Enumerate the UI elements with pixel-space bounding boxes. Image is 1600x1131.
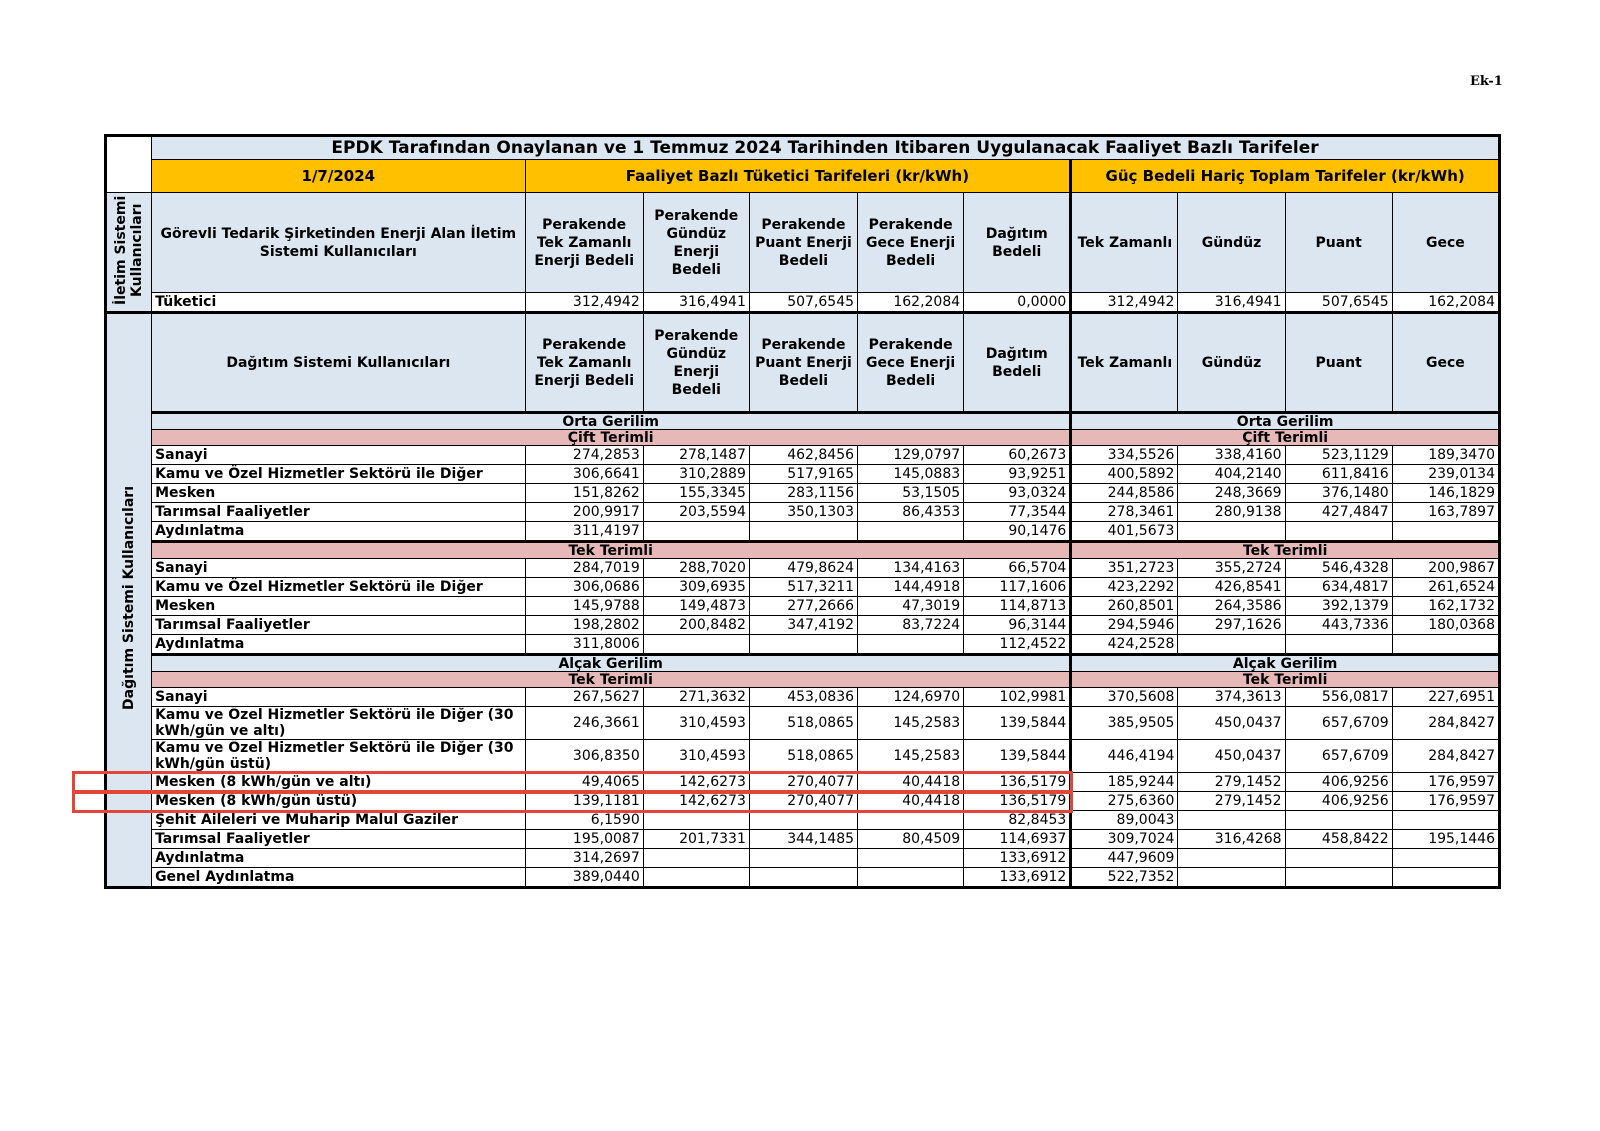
value-cell: 423,2292 (1071, 578, 1178, 597)
row-label: Tüketici (152, 293, 526, 313)
value-cell: 310,4593 (643, 740, 749, 773)
value-cell: 507,6545 (749, 293, 857, 313)
value-cell: 355,2724 (1178, 559, 1285, 578)
table-row (106, 868, 1500, 888)
col-header: Puant (1285, 313, 1392, 413)
col-header: Perakende Puant Enerji Bedeli (749, 193, 857, 293)
value-cell: 89,0043 (1071, 811, 1178, 830)
iletim-header-label: Görevli Tedarik Şirketinden Enerji Alan İletim Sistemi Kullanıcıları (152, 193, 526, 293)
value-cell: 145,9788 (525, 597, 643, 616)
value-cell: 86,4353 (858, 503, 964, 522)
row-label: Mesken (152, 484, 526, 503)
value-cell: 400,5892 (1071, 465, 1178, 484)
value-cell: 77,3544 (964, 503, 1071, 522)
table-row (106, 707, 1500, 740)
value-cell: 634,4817 (1285, 578, 1392, 597)
value-cell: 244,8586 (1071, 484, 1178, 503)
value-cell: 556,0817 (1285, 688, 1392, 707)
term-header-cift-right: Çift Terimli (1071, 430, 1500, 446)
col-header: Perakende Tek Zamanlı Enerji Bedeli (525, 313, 643, 413)
value-cell (1178, 811, 1285, 830)
term-header-ag-tek (106, 672, 1500, 688)
value-cell (643, 868, 749, 888)
voltage-header-ag-left: Alçak Gerilim (152, 655, 1071, 672)
value-cell: 297,1626 (1178, 616, 1285, 635)
value-cell: 151,8262 (525, 484, 643, 503)
voltage-header-og-right: Orta Gerilim (1071, 413, 1500, 430)
value-cell: 350,1303 (749, 503, 857, 522)
value-cell (749, 849, 857, 868)
value-cell: 145,2583 (858, 740, 964, 773)
col-header: Gündüz (1178, 193, 1285, 293)
value-cell: 248,3669 (1178, 484, 1285, 503)
table-row (106, 484, 1500, 503)
value-cell: 189,3470 (1392, 446, 1499, 465)
value-cell: 136,5179 (964, 773, 1071, 792)
value-cell: 406,9256 (1285, 773, 1392, 792)
dagitim-side-label-text: Dağıtım Sistemi Kullanıcıları (121, 486, 138, 710)
voltage-header-og-left: Orta Gerilim (152, 413, 1071, 430)
value-cell: 427,4847 (1285, 503, 1392, 522)
value-cell: 144,4918 (858, 578, 964, 597)
value-cell: 203,5594 (643, 503, 749, 522)
row-label: Sanayi (152, 688, 526, 707)
row-label: Mesken (8 kWh/gün ve altı) (152, 773, 526, 792)
value-cell: 392,1379 (1285, 597, 1392, 616)
row-label: Aydınlatma (152, 635, 526, 655)
value-cell: 453,0836 (749, 688, 857, 707)
col-header: Perakende Gece Enerji Bedeli (858, 313, 964, 413)
value-cell: 294,5946 (1071, 616, 1178, 635)
value-cell (1392, 811, 1499, 830)
value-cell: 314,2697 (525, 849, 643, 868)
value-cell: 426,8541 (1178, 578, 1285, 597)
col-header: Perakende Tek Zamanlı Enerji Bedeli (525, 193, 643, 293)
consumer-tariff-header: Faaliyet Bazlı Tüketici Tarifeleri (kr/kWh) (525, 160, 1071, 193)
value-cell: 306,0686 (525, 578, 643, 597)
value-cell: 6,1590 (525, 811, 643, 830)
value-cell (1285, 635, 1392, 655)
value-cell (1285, 868, 1392, 888)
col-header: Puant (1285, 193, 1392, 293)
term-header-ag-tek-right: Tek Terimli (1071, 672, 1500, 688)
value-cell: 49,4065 (525, 773, 643, 792)
value-cell: 334,5526 (1071, 446, 1178, 465)
value-cell: 376,1480 (1285, 484, 1392, 503)
term-header-og-tek (106, 542, 1500, 559)
value-cell (643, 635, 749, 655)
table-row (106, 522, 1500, 542)
value-cell: 450,0437 (1178, 740, 1285, 773)
value-cell: 310,2889 (643, 465, 749, 484)
row-label: Aydınlatma (152, 522, 526, 542)
value-cell: 279,1452 (1178, 792, 1285, 811)
highlight-box-mesken-ustu (72, 790, 1073, 813)
value-cell: 134,4163 (858, 559, 964, 578)
col-header: Tek Zamanlı (1071, 313, 1178, 413)
value-cell (749, 811, 857, 830)
table-row (106, 830, 1500, 849)
value-cell: 312,4942 (1071, 293, 1178, 313)
value-cell: 278,3461 (1071, 503, 1178, 522)
value-cell (643, 811, 749, 830)
value-cell (749, 635, 857, 655)
value-cell: 162,2084 (1392, 293, 1499, 313)
value-cell (1285, 849, 1392, 868)
value-cell (1392, 849, 1499, 868)
row-label: Tarımsal Faaliyetler (152, 616, 526, 635)
value-cell: 338,4160 (1178, 446, 1285, 465)
value-cell: 136,5179 (964, 792, 1071, 811)
value-cell: 507,6545 (1285, 293, 1392, 313)
value-cell: 146,1829 (1392, 484, 1499, 503)
term-header-og-tek-left: Tek Terimli (152, 542, 1071, 559)
iletim-side-label-text: İletim Sistemi Kullanıcıları (113, 195, 146, 305)
value-cell: 311,4197 (525, 522, 643, 542)
row-label: Mesken (8 kWh/gün üstü) (152, 792, 526, 811)
value-cell: 316,4941 (643, 293, 749, 313)
col-header: Tek Zamanlı (1071, 193, 1178, 293)
value-cell: 102,9981 (964, 688, 1071, 707)
term-header-cift (106, 430, 1500, 446)
value-cell: 309,6935 (643, 578, 749, 597)
value-cell: 112,4522 (964, 635, 1071, 655)
value-cell: 195,0087 (525, 830, 643, 849)
value-cell: 404,2140 (1178, 465, 1285, 484)
value-cell: 129,0797 (858, 446, 964, 465)
voltage-header-ag (106, 655, 1500, 672)
value-cell: 374,3613 (1178, 688, 1285, 707)
value-cell: 239,0134 (1392, 465, 1499, 484)
value-cell: 278,1487 (643, 446, 749, 465)
value-cell: 90,1476 (964, 522, 1071, 542)
value-cell: 155,3345 (643, 484, 749, 503)
corner-spacer (106, 160, 152, 193)
value-cell: 611,8416 (1285, 465, 1392, 484)
table-row (106, 446, 1500, 465)
value-cell (858, 811, 964, 830)
value-cell: 517,3211 (749, 578, 857, 597)
value-cell (858, 868, 964, 888)
value-cell: 114,8713 (964, 597, 1071, 616)
value-cell: 284,8427 (1392, 740, 1499, 773)
value-cell: 284,8427 (1392, 707, 1499, 740)
value-cell: 271,3632 (643, 688, 749, 707)
value-cell (858, 635, 964, 655)
value-cell: 185,9244 (1071, 773, 1178, 792)
value-cell: 447,9609 (1071, 849, 1178, 868)
corner-spacer (106, 136, 152, 160)
value-cell: 145,0883 (858, 465, 964, 484)
table-title: EPDK Tarafından Onaylanan ve 1 Temmuz 2024 Tarihinden Itibaren Uygulanacak Faaliyet Bazlı Tarifeler (152, 136, 1500, 160)
value-cell: 139,5844 (964, 707, 1071, 740)
value-cell: 82,8453 (964, 811, 1071, 830)
table-row (106, 578, 1500, 597)
row-label: Kamu ve Özel Hizmetler Sektörü ile Diğer (30 kWh/gün üstü) (152, 740, 526, 773)
row-label: Tarımsal Faaliyetler (152, 503, 526, 522)
col-header: Dağıtım Bedeli (964, 193, 1071, 293)
value-cell: 351,2723 (1071, 559, 1178, 578)
value-cell: 316,4268 (1178, 830, 1285, 849)
value-cell: 462,8456 (749, 446, 857, 465)
value-cell: 80,4509 (858, 830, 964, 849)
row-label: Sanayi (152, 559, 526, 578)
value-cell: 316,4941 (1178, 293, 1285, 313)
value-cell: 344,1485 (749, 830, 857, 849)
value-cell (749, 868, 857, 888)
value-cell (1285, 522, 1392, 542)
value-cell: 274,2853 (525, 446, 643, 465)
table-row (106, 293, 1500, 313)
value-cell: 133,6912 (964, 868, 1071, 888)
total-tariff-header: Güç Bedeli Hariç Toplam Tarifeler (kr/kWh) (1071, 160, 1500, 193)
row-label: Tarımsal Faaliyetler (152, 830, 526, 849)
value-cell: 0,0000 (964, 293, 1071, 313)
col-header: Dağıtım Bedeli (964, 313, 1071, 413)
value-cell: 284,7019 (525, 559, 643, 578)
table-row (106, 465, 1500, 484)
page-label: Ek-1 (1470, 74, 1503, 89)
value-cell: 385,9505 (1071, 707, 1178, 740)
value-cell: 200,9917 (525, 503, 643, 522)
term-header-ag-tek-left: Tek Terimli (152, 672, 1071, 688)
voltage-header-og (106, 413, 1500, 430)
value-cell: 139,1181 (525, 792, 643, 811)
value-cell: 93,9251 (964, 465, 1071, 484)
value-cell: 40,4418 (858, 792, 964, 811)
value-cell: 66,5704 (964, 559, 1071, 578)
table-row (106, 811, 1500, 830)
row-label: Şehit Aileleri ve Muharip Malul Gaziler (152, 811, 526, 830)
value-cell: 280,9138 (1178, 503, 1285, 522)
table-row (106, 849, 1500, 868)
value-cell: 40,4418 (858, 773, 964, 792)
value-cell: 517,9165 (749, 465, 857, 484)
row-label: Genel Aydınlatma (152, 868, 526, 888)
value-cell: 162,2084 (858, 293, 964, 313)
table-row (106, 740, 1500, 773)
value-cell: 288,7020 (643, 559, 749, 578)
value-cell: 267,5627 (525, 688, 643, 707)
value-cell: 306,8350 (525, 740, 643, 773)
value-cell: 195,1446 (1392, 830, 1499, 849)
value-cell: 142,6273 (643, 773, 749, 792)
col-header: Perakende Gündüz Enerji Bedeli (643, 313, 749, 413)
value-cell: 260,8501 (1071, 597, 1178, 616)
value-cell: 309,7024 (1071, 830, 1178, 849)
value-cell: 133,6912 (964, 849, 1071, 868)
col-header: Gece (1392, 313, 1499, 413)
value-cell: 389,0440 (525, 868, 643, 888)
col-header: Perakende Gece Enerji Bedeli (858, 193, 964, 293)
value-cell: 117,1606 (964, 578, 1071, 597)
value-cell (749, 522, 857, 542)
table-row (106, 597, 1500, 616)
value-cell (643, 849, 749, 868)
value-cell: 149,4873 (643, 597, 749, 616)
value-cell: 279,1452 (1178, 773, 1285, 792)
value-cell: 523,1129 (1285, 446, 1392, 465)
value-cell: 450,0437 (1178, 707, 1285, 740)
value-cell (1392, 868, 1499, 888)
value-cell: 162,1732 (1392, 597, 1499, 616)
value-cell: 458,8422 (1285, 830, 1392, 849)
date-cell: 1/7/2024 (152, 160, 526, 193)
value-cell: 311,8006 (525, 635, 643, 655)
table-row (106, 688, 1500, 707)
row-label: Aydınlatma (152, 849, 526, 868)
value-cell: 406,9256 (1285, 792, 1392, 811)
value-cell: 200,8482 (643, 616, 749, 635)
value-cell (1178, 522, 1285, 542)
value-cell: 275,6360 (1071, 792, 1178, 811)
value-cell (1392, 522, 1499, 542)
value-cell: 139,5844 (964, 740, 1071, 773)
row-label: Mesken (152, 597, 526, 616)
value-cell (1178, 635, 1285, 655)
value-cell: 518,0865 (749, 707, 857, 740)
value-cell: 198,2802 (525, 616, 643, 635)
value-cell: 479,8624 (749, 559, 857, 578)
iletim-side-label (106, 193, 152, 313)
value-cell: 47,3019 (858, 597, 964, 616)
value-cell: 261,6524 (1392, 578, 1499, 597)
value-cell: 270,4077 (749, 792, 857, 811)
value-cell: 518,0865 (749, 740, 857, 773)
value-cell (1178, 849, 1285, 868)
value-cell: 142,6273 (643, 792, 749, 811)
value-cell: 522,7352 (1071, 868, 1178, 888)
value-cell: 312,4942 (525, 293, 643, 313)
row-label: Kamu ve Özel Hizmetler Sektörü ile Diğer (30 kWh/gün ve altı) (152, 707, 526, 740)
value-cell: 163,7897 (1392, 503, 1499, 522)
value-cell: 60,2673 (964, 446, 1071, 465)
value-cell (643, 522, 749, 542)
voltage-header-ag-right: Alçak Gerilim (1071, 655, 1500, 672)
table-row (106, 635, 1500, 655)
value-cell (1178, 868, 1285, 888)
col-header: Perakende Gündüz Enerji Bedeli (643, 193, 749, 293)
value-cell: 277,2666 (749, 597, 857, 616)
value-cell: 176,9597 (1392, 792, 1499, 811)
value-cell: 306,6641 (525, 465, 643, 484)
table-row (106, 616, 1500, 635)
value-cell: 145,2583 (858, 707, 964, 740)
value-cell: 53,1505 (858, 484, 964, 503)
value-cell: 246,3661 (525, 707, 643, 740)
term-header-cift-left: Çift Terimli (152, 430, 1071, 446)
value-cell (1285, 811, 1392, 830)
col-header: Gece (1392, 193, 1499, 293)
row-label: Kamu ve Özel Hizmetler Sektörü ile Diğer (152, 578, 526, 597)
value-cell (1392, 635, 1499, 655)
value-cell: 93,0324 (964, 484, 1071, 503)
value-cell: 443,7336 (1285, 616, 1392, 635)
value-cell: 401,5673 (1071, 522, 1178, 542)
row-label: Kamu ve Özel Hizmetler Sektörü ile Diğer (152, 465, 526, 484)
value-cell (858, 522, 964, 542)
value-cell: 96,3144 (964, 616, 1071, 635)
value-cell: 270,4077 (749, 773, 857, 792)
value-cell: 83,7224 (858, 616, 964, 635)
value-cell: 446,4194 (1071, 740, 1178, 773)
term-header-og-tek-right: Tek Terimli (1071, 542, 1500, 559)
value-cell: 310,4593 (643, 707, 749, 740)
value-cell: 114,6937 (964, 830, 1071, 849)
value-cell: 424,2528 (1071, 635, 1178, 655)
value-cell: 180,0368 (1392, 616, 1499, 635)
col-header: Perakende Puant Enerji Bedeli (749, 313, 857, 413)
value-cell: 347,4192 (749, 616, 857, 635)
table-row (106, 559, 1500, 578)
dagitim-header-label: Dağıtım Sistemi Kullanıcıları (152, 313, 526, 413)
col-header: Gündüz (1178, 313, 1285, 413)
row-label: Sanayi (152, 446, 526, 465)
value-cell: 657,6709 (1285, 707, 1392, 740)
value-cell: 200,9867 (1392, 559, 1499, 578)
value-cell: 176,9597 (1392, 773, 1499, 792)
value-cell (858, 849, 964, 868)
table-row (106, 503, 1500, 522)
value-cell: 370,5608 (1071, 688, 1178, 707)
value-cell: 657,6709 (1285, 740, 1392, 773)
value-cell: 201,7331 (643, 830, 749, 849)
value-cell: 227,6951 (1392, 688, 1499, 707)
value-cell: 264,3586 (1178, 597, 1285, 616)
value-cell: 546,4328 (1285, 559, 1392, 578)
value-cell: 124,6970 (858, 688, 964, 707)
value-cell: 283,1156 (749, 484, 857, 503)
